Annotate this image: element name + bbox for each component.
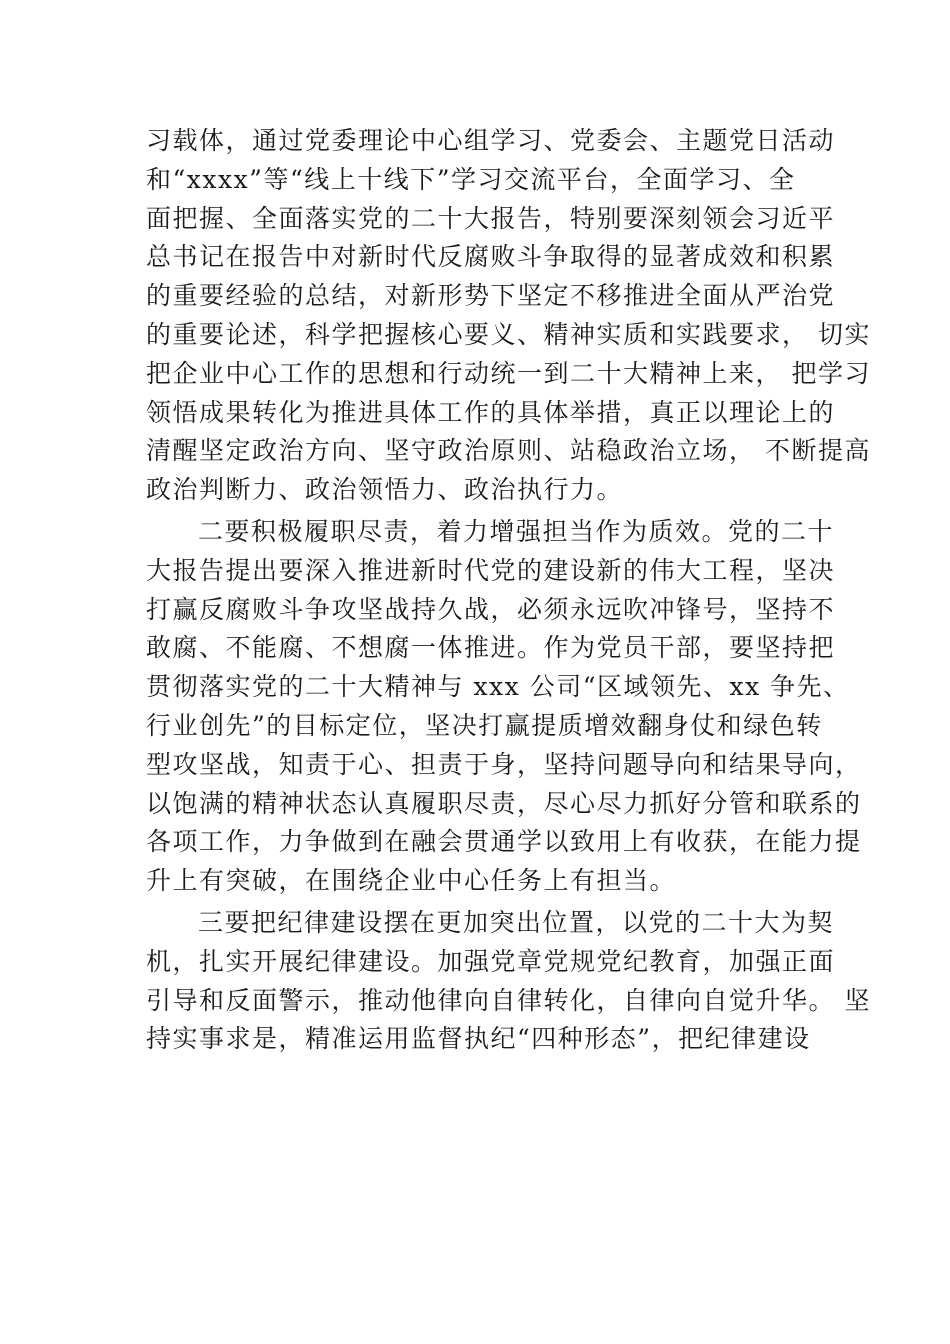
- text-line: 的重要论述，科学把握核心要义、精神实质和实践要求， 切实: [146, 319, 871, 349]
- text-line: 各项工作，力争做到在融会贯通学以致用上有收获，在能力提: [146, 827, 862, 857]
- text-line: 清醒坚定政治方向、坚守政治原则、站稳政治立场， 不断提高: [146, 436, 871, 466]
- text-line: 型攻坚战，知责于心、担责于身，坚持问题导向和结果导向，: [146, 749, 862, 779]
- text-line: 敢腐、不能腐、不想腐一体推进。作为党员干部，要坚持把: [146, 633, 836, 663]
- text-line: 的重要经验的总结，对新形势下坚定不移推进全面从严治党: [146, 281, 836, 311]
- document-body: [146, 122, 871, 1059]
- text-line: 总书记在报告中对新时代反腐败斗争取得的显著成效和积累: [146, 242, 836, 272]
- text-line: 政治判断力、政治领悟力、政治执行力。: [146, 475, 624, 505]
- text-line: 以饱满的精神状态认真履职尽责，尽心尽力抓好分管和联系的: [146, 788, 862, 818]
- text-line: 行业创先”的目标定位，坚决打赢提质增效翻身仗和绿色转: [146, 710, 823, 740]
- paragraph-start-line: 三要把纪律建设摆在更加突出位置，以党的二十大为契: [198, 907, 835, 937]
- text-line: 把企业中心工作的思想和行动统一到二十大精神上来， 把学习: [146, 358, 871, 388]
- text-line: 面把握、全面落实党的二十大报告，特别要深刻领会习近平: [146, 203, 836, 233]
- paragraph-start-line: 二要积极履职尽责，着力增强担当作为质效。党的二十: [198, 516, 835, 546]
- text-line: 机，扎实开展纪律建设。加强党章党规党纪教育，加强正面: [146, 946, 836, 976]
- text-line: 习载体，通过党委理论中心组学习、党委会、主题党日活动: [146, 126, 836, 155]
- text-line: 和“xxxx”等“线上十线下”学习交流平台，全面学习、全: [146, 164, 796, 194]
- text-line: 引导和反面警示，推动他律向自律转化，自律向自觉升华。 坚: [146, 985, 871, 1015]
- text-line: 持实事求是，精准运用监督执纪“四种形态”，把纪律建设: [146, 1024, 811, 1054]
- text-line: 领悟成果转化为推进具体工作的具体举措，真正以理论上的: [146, 397, 836, 427]
- text-line: 贯彻落实党的二十大精神与 xxx 公司“区域领先、xx 争先、: [146, 672, 850, 702]
- text-line: 升上有突破，在围绕企业中心任务上有担当。: [146, 866, 677, 896]
- text-line: 大报告提出要深入推进新时代党的建设新的伟大工程，坚决: [146, 555, 836, 585]
- text-line: 打赢反腐败斗争攻坚战持久战，必须永远吹冲锋号，坚持不: [146, 594, 836, 624]
